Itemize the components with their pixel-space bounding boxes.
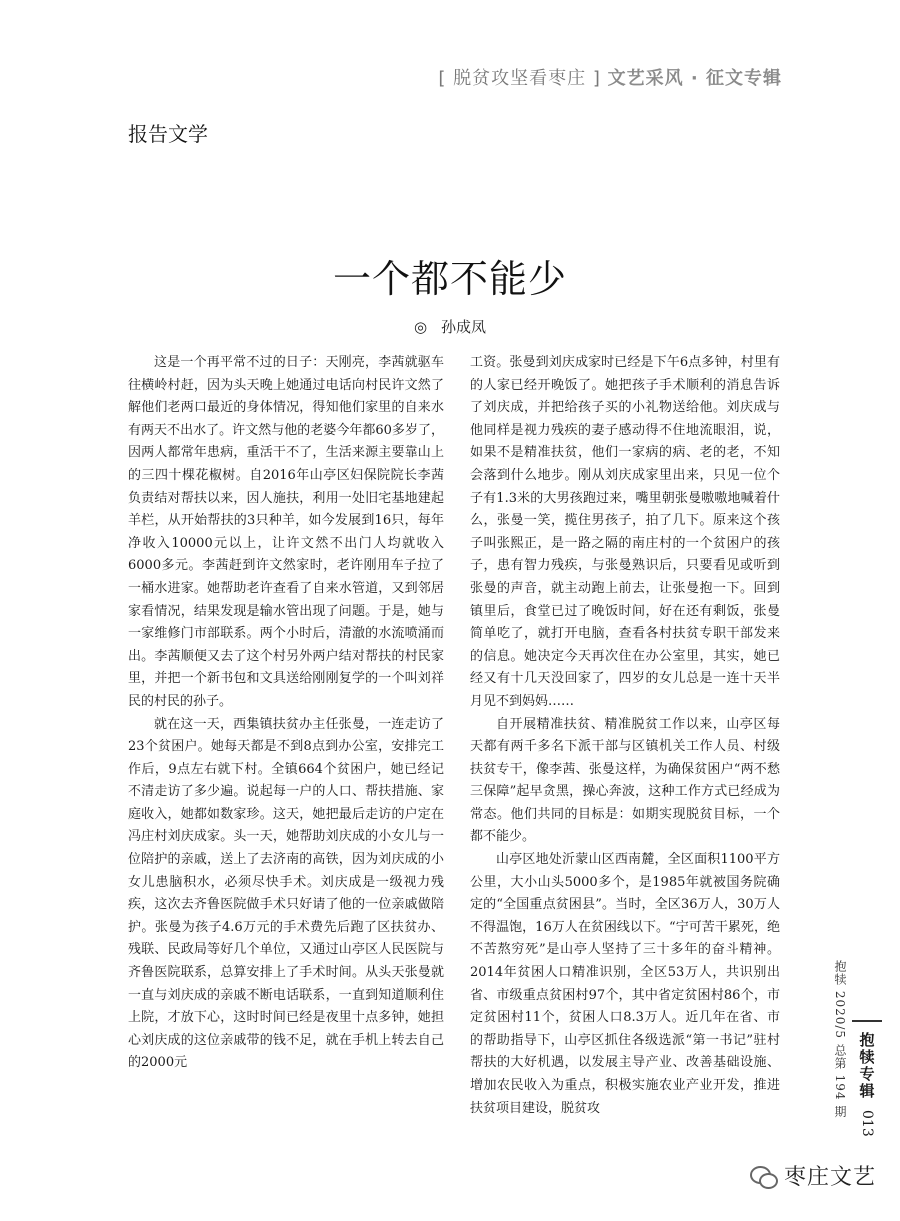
left-paragraph-2: 就在这一天，西集镇扶贫办主任张曼，一连走访了23个贫困户。她每天都是不到8点到办公室，安排完工作后，9点左右就下村。全镇664个贫困户，她已经记不清走访了多少遍。说起每一户的人口、帮扶措施、家庭收入，她都如数家珍。这天，她把最后走访的户定在冯庄村刘庆成家。头一天，她帮助刘庆成的小女儿与一位陪护的亲戚，送上了去济南的高铁，因为刘庆成的小女儿患脑积水，必须尽快手术。刘庆成是一级视力残疾，这次去齐鲁医院做手术只好请了他的一位亲戚做陪护。张曼为孩子4.6万元的手术费先后跑了区扶贫办、残联、民政局等好几个单位，又通过山亭区人民医院与齐鲁医院联系，总算安排上了手术时间。从头天张曼就一直与刘庆成的亲戚不断电话联系，一直到知道顺利住上院，才放下心，这时时间已经是夜里十点多钟，她担心刘庆成的这位亲戚带的钱不足，就在手机上转去自己的2000元 xyxy=(128,716,444,1071)
right-paragraph-1: 工资。张曼到刘庆成家时已经是下午6点多钟，村里有的人家已经开晚饭了。她把孩子手术顺利的消息告诉了刘庆成，并把给孩子买的小礼物送给他。刘庆成与他同样是视力残疾的妻子感动得不住地流眼泪，说，如果不是精准扶贫，他们一家病的病、老的老，不知会落到什么地步。刚从刘庆成家里出来，只见一位个子有1.3米的大男孩跑过来，嘴里朝张曼嗷嗷地喊着什么，张曼一笑，揽住男孩子，拍了几下。原来这个孩子叫张熙正，是一路之隔的南庄村的一个贫困户的孩子，患有智力残疾，与张曼熟识后，只要看见或听到张曼的声音，就主动跑上前去，让张曼抱一下。回到镇里后，食堂已过了晚饭时间，好在还有剩饭，张曼简单吃了，就打开电脑，查看各村扶贫专职干部发来的信息。她决定今天再次住在办公室里，其实，她已经又有十几天没回家了，四岁的女儿总是一连十天半月见不到妈妈…… xyxy=(470,355,780,709)
section-label: 报告文学 xyxy=(128,122,208,146)
wechat-icon xyxy=(750,1163,776,1189)
page-header xyxy=(438,64,782,90)
watermark-text: 枣庄文艺 xyxy=(784,1165,877,1190)
page-number: 013 xyxy=(859,1110,875,1137)
header-series-name: 文艺采风 · 征文专辑 xyxy=(607,68,782,89)
right-column xyxy=(470,352,780,1120)
right-paragraph-3: 山亭区地处沂蒙山区西南麓，全区面积1100平方公里，大小山头5000多个，是1985年就被国务院确定的“全国重点贫困县”。当时，全区36万人，30万人不得温饱，16万人在贫困线以下。“宁可苦干累死，绝不苦熬穷死”是山亭人坚持了三十多年的奋斗精神。2014年贫困人口精准识别，全区53万人，共识别出省、市级重点贫困村97个，其中省定贫困村86个，市定贫困村11个，贫困人口8.3万人。近几年在省、市的帮助指导下，山亭区抓住各级选派“第一书记”驻村帮扶的大好机遇，以发展主导产业、改善基础设施、增加农民收入为重点，积极实施农业产业开发，推进扶贫项目建设，脱贫攻 xyxy=(470,852,780,1116)
header-column-name: [ 脱贫攻坚看枣庄 ] xyxy=(438,68,601,89)
right-paragraph-2: 自开展精准扶贫、精准脱贫工作以来，山亭区每天都有两千多名下派干部与区镇机关工作人员、村级扶贫专干，像李茜、张曼这样，为确保贫困户“两不愁三保障”起早贪黑，操心奔波，这种工作方式已经成为常态。他们共同的目标是：如期实现脱贫目标，一个都不能少。 xyxy=(470,716,780,845)
issue-info: 抱犊 2020/5 总第 194 期 xyxy=(833,960,847,1119)
author-name: 孙成凤 xyxy=(441,318,487,336)
author-line xyxy=(0,316,900,337)
side-tab-magazine: 抱犊专辑 xyxy=(857,1032,876,1100)
left-column xyxy=(128,352,444,1075)
author-mark-icon: ◎ xyxy=(413,318,428,336)
left-paragraph-1: 这是一个再平常不过的日子：天刚亮，李茜就驱车往横岭村赶，因为头天晚上她通过电话向村民许文然了解他们老两口最近的身体情况，得知他们家里的自来水有两天不出水了。许文然与他的老婆今年都60多岁了，因两人都常年患病，重活干不了，生活来源主要靠山上的三四十棵花椒树。自2016年山亭区妇保院院长李茜负责结对帮扶以来，因人施扶，利用一处旧宅基地建起羊栏，从开始帮扶的3只种羊，如今发展到16只，每年净收入10000元以上，让许文然不出门人均就收入6000多元。李茜赶到许文然家时，老许刚用车子拉了一桶水进家。她帮助老许查看了自来水管道，又到邻居家看情况，结果发现是输水管出现了问题。于是，她与一家维修门市部联系。两个小时后，清澈的水流喷涌而出。李茜顺便又去了这个村另外两户结对帮扶的村民家里，并把一个新书包和文具送给刚刚复学的一个叫刘祥民的村民的孙子。 xyxy=(128,355,444,709)
watermark xyxy=(750,1160,876,1191)
article-title: 一个都不能少 xyxy=(332,257,567,301)
